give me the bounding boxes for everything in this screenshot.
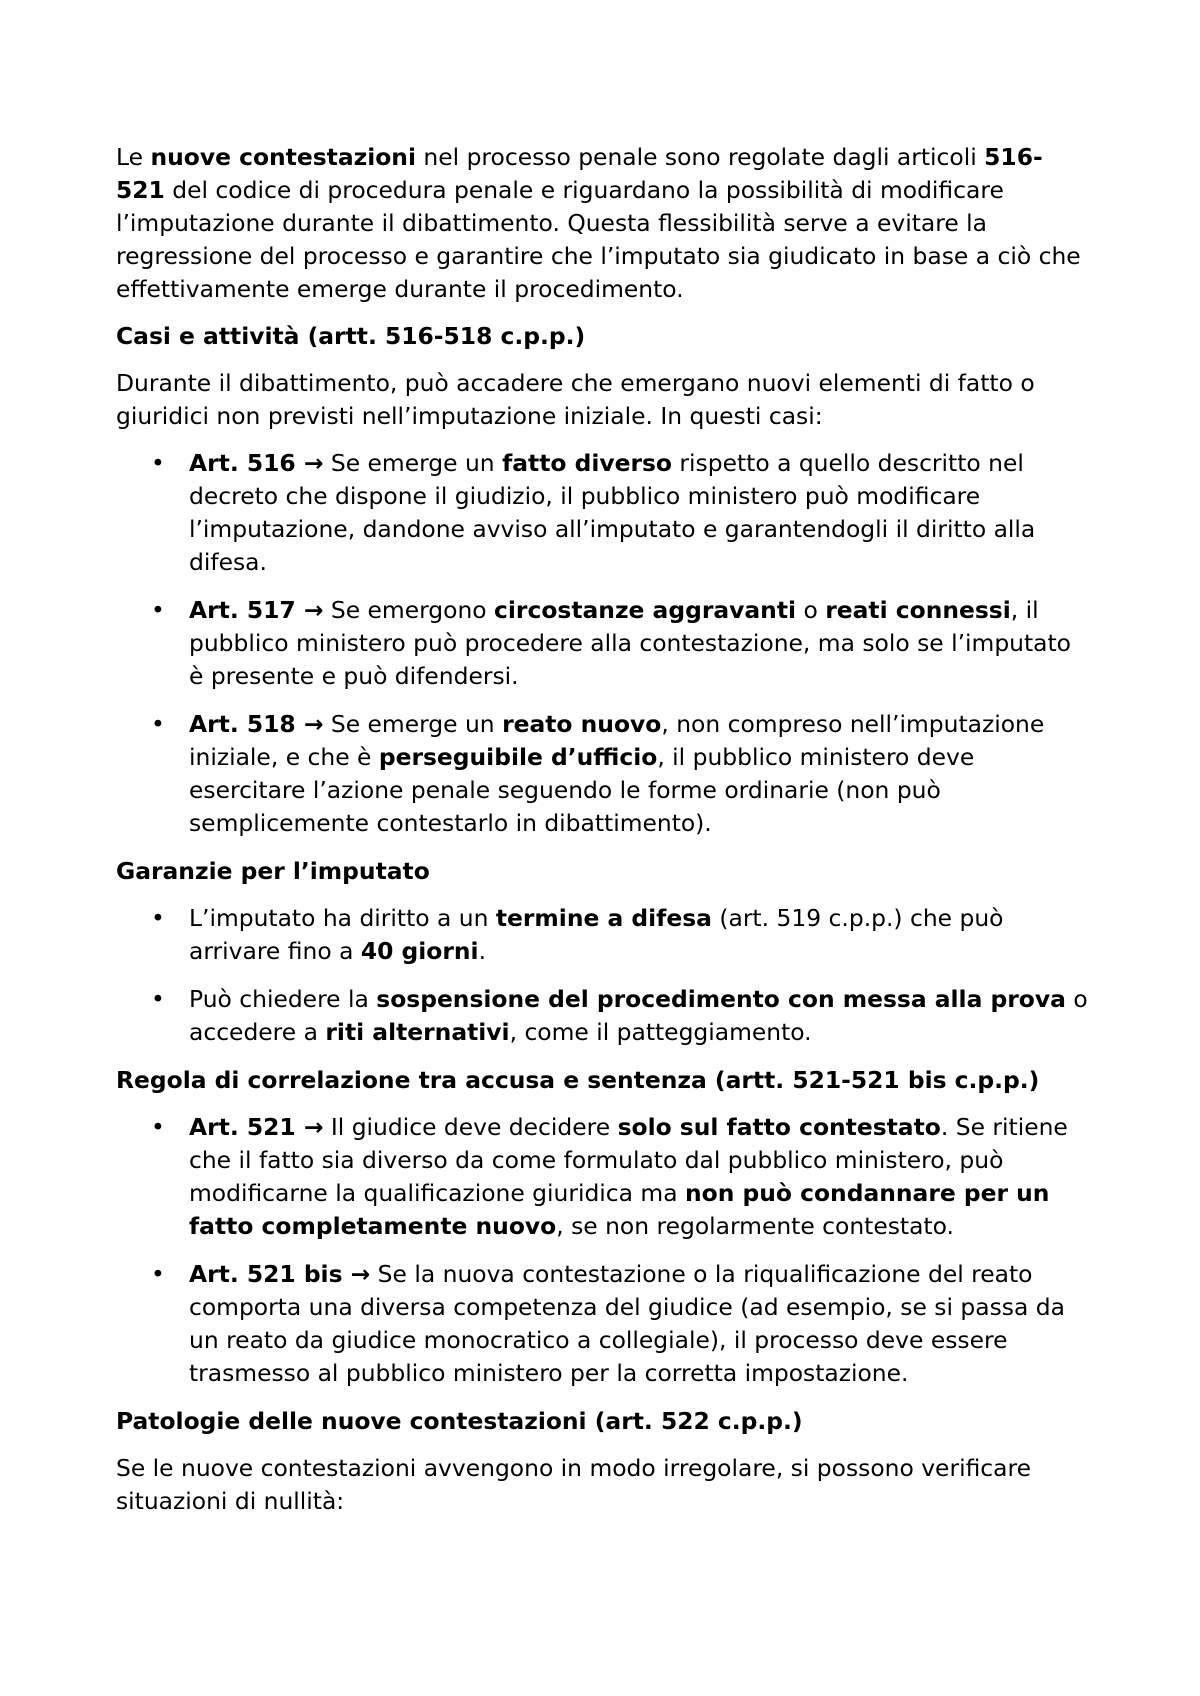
text: Se la nuova contestazione o la riqualificazione del reato comporta una diversa competenza del giudice (ad esempio, se si passa da un reato da giudice monocratico a collegiale), il processo deve essere trasmesso al pubblico ministero per la corretta impostazione. — [189, 1260, 1065, 1387]
list-item-termine — [116, 902, 1090, 968]
text: , se non regolarmente contestato. — [556, 1212, 954, 1240]
text: , il pubblico ministero deve esercitare l’azione penale seguendo le forme ordinarie (non può semplicemente contestarlo in dibattimento). — [189, 743, 975, 837]
bullet-icon: • — [151, 1260, 165, 1288]
list-item-sospensione — [116, 983, 1090, 1049]
section-heading-casi: Casi e attività (artt. 516-518 c.p.p.) — [116, 322, 586, 350]
bold-text: Art. 521 → — [189, 1113, 324, 1141]
bold-text: Art. 516 → — [189, 449, 324, 477]
text: L’imputato ha diritto a un — [189, 904, 496, 932]
list-item-art-521-bis — [116, 1258, 1090, 1390]
text: , come il patteggiamento. — [509, 1018, 812, 1046]
bold-text: solo sul fatto contestato — [617, 1113, 941, 1141]
text: (art. 519 c.p.p.) che può arrivare fino a — [189, 904, 1004, 965]
bold-text: Art. 517 → — [189, 596, 324, 624]
bold-text: non può condannare per un fatto completamente nuovo — [189, 1179, 1050, 1240]
section-heading-patologie: Patologie delle nuove contestazioni (art. 522 c.p.p.) — [116, 1407, 803, 1435]
bold-text: reati connessi — [825, 596, 1011, 624]
text: rispetto a quello descritto nel decreto che dispone il giudizio, il pubblico ministero può modificare l’imputazione, dandone avviso all’imputato e garantendogli il diritto alla difesa. — [189, 449, 1036, 576]
bullet-icon: • — [151, 1113, 165, 1141]
bold-text: fatto diverso — [502, 449, 672, 477]
text: o — [796, 596, 826, 624]
section-lead-casi: Durante il dibattimento, può accadere che emergano nuovi elementi di fatto o giuridici non previsti nell’imputazione iniziale. In questi casi: — [116, 369, 1035, 430]
text: , il pubblico ministero può procedere alla contestazione, ma solo se l’imputato è presente e può difendersi. — [189, 596, 1071, 690]
text: Se emerge un — [323, 710, 503, 738]
text: o accedere a — [189, 985, 1088, 1046]
list-item-art-516 — [116, 447, 1090, 579]
text: Se emerge un — [323, 449, 503, 477]
text: del codice di procedura penale e riguardano la possibilità di modificare l’imputazione durante il dibattimento. Questa flessibilità serve a evitare la regressione del processo e garantire che l’imputato sia giudicato in base a ciò che effettivamente emerge durante il procedimento. — [116, 176, 1081, 303]
list-casi — [116, 447, 1090, 840]
list-garanzie — [116, 902, 1090, 1049]
text: nel processo penale sono regolate dagli articoli — [415, 143, 985, 171]
section-heading-garanzie: Garanzie per l’imputato — [116, 857, 430, 885]
bold-text: perseguibile d’ufficio — [378, 743, 658, 771]
bullet-icon: • — [151, 596, 165, 624]
bold-text: circostanze aggravanti — [494, 596, 797, 624]
text: Le — [116, 143, 151, 171]
list-item-art-518 — [116, 708, 1090, 840]
bold-text: riti alternativi — [325, 1018, 510, 1046]
bold-text: termine a difesa — [495, 904, 712, 932]
text: Se emergono — [323, 596, 495, 624]
bullet-icon: • — [151, 449, 165, 477]
section-lead-patologie: Se le nuove contestazioni avvengono in modo irregolare, si possono verificare situazioni di nullità: — [116, 1454, 1031, 1515]
bold-text: 40 giorni — [360, 937, 479, 965]
list-item-art-517 — [116, 594, 1090, 693]
section-heading-correlazione: Regola di correlazione tra accusa e sentenza (artt. 521-521 bis c.p.p.) — [116, 1066, 1040, 1094]
bold-text: 516-521 — [116, 143, 1043, 204]
text: Può chiedere la — [189, 985, 377, 1013]
intro-paragraph — [116, 141, 1090, 306]
list-correlazione — [116, 1111, 1090, 1390]
bullet-icon: • — [151, 985, 165, 1013]
bold-text: Art. 518 → — [189, 710, 324, 738]
text: . — [478, 937, 487, 965]
bold-text: sospensione del procedimento con messa alla prova — [376, 985, 1066, 1013]
bold-text: reato nuovo — [502, 710, 662, 738]
text: , non compreso nell’imputazione iniziale, e che è — [189, 710, 1045, 771]
bold-text: nuove contestazioni — [150, 143, 416, 171]
text: . Se ritiene che il fatto sia diverso da come formulato dal pubblico ministero, può modificarne la qualificazione giuridica ma — [189, 1113, 1068, 1207]
bullet-icon: • — [151, 904, 165, 932]
bold-text: Art. 521 bis → — [189, 1260, 371, 1288]
bullet-icon: • — [151, 710, 165, 738]
text: Il giudice deve decidere — [323, 1113, 618, 1141]
list-item-art-521 — [116, 1111, 1090, 1243]
